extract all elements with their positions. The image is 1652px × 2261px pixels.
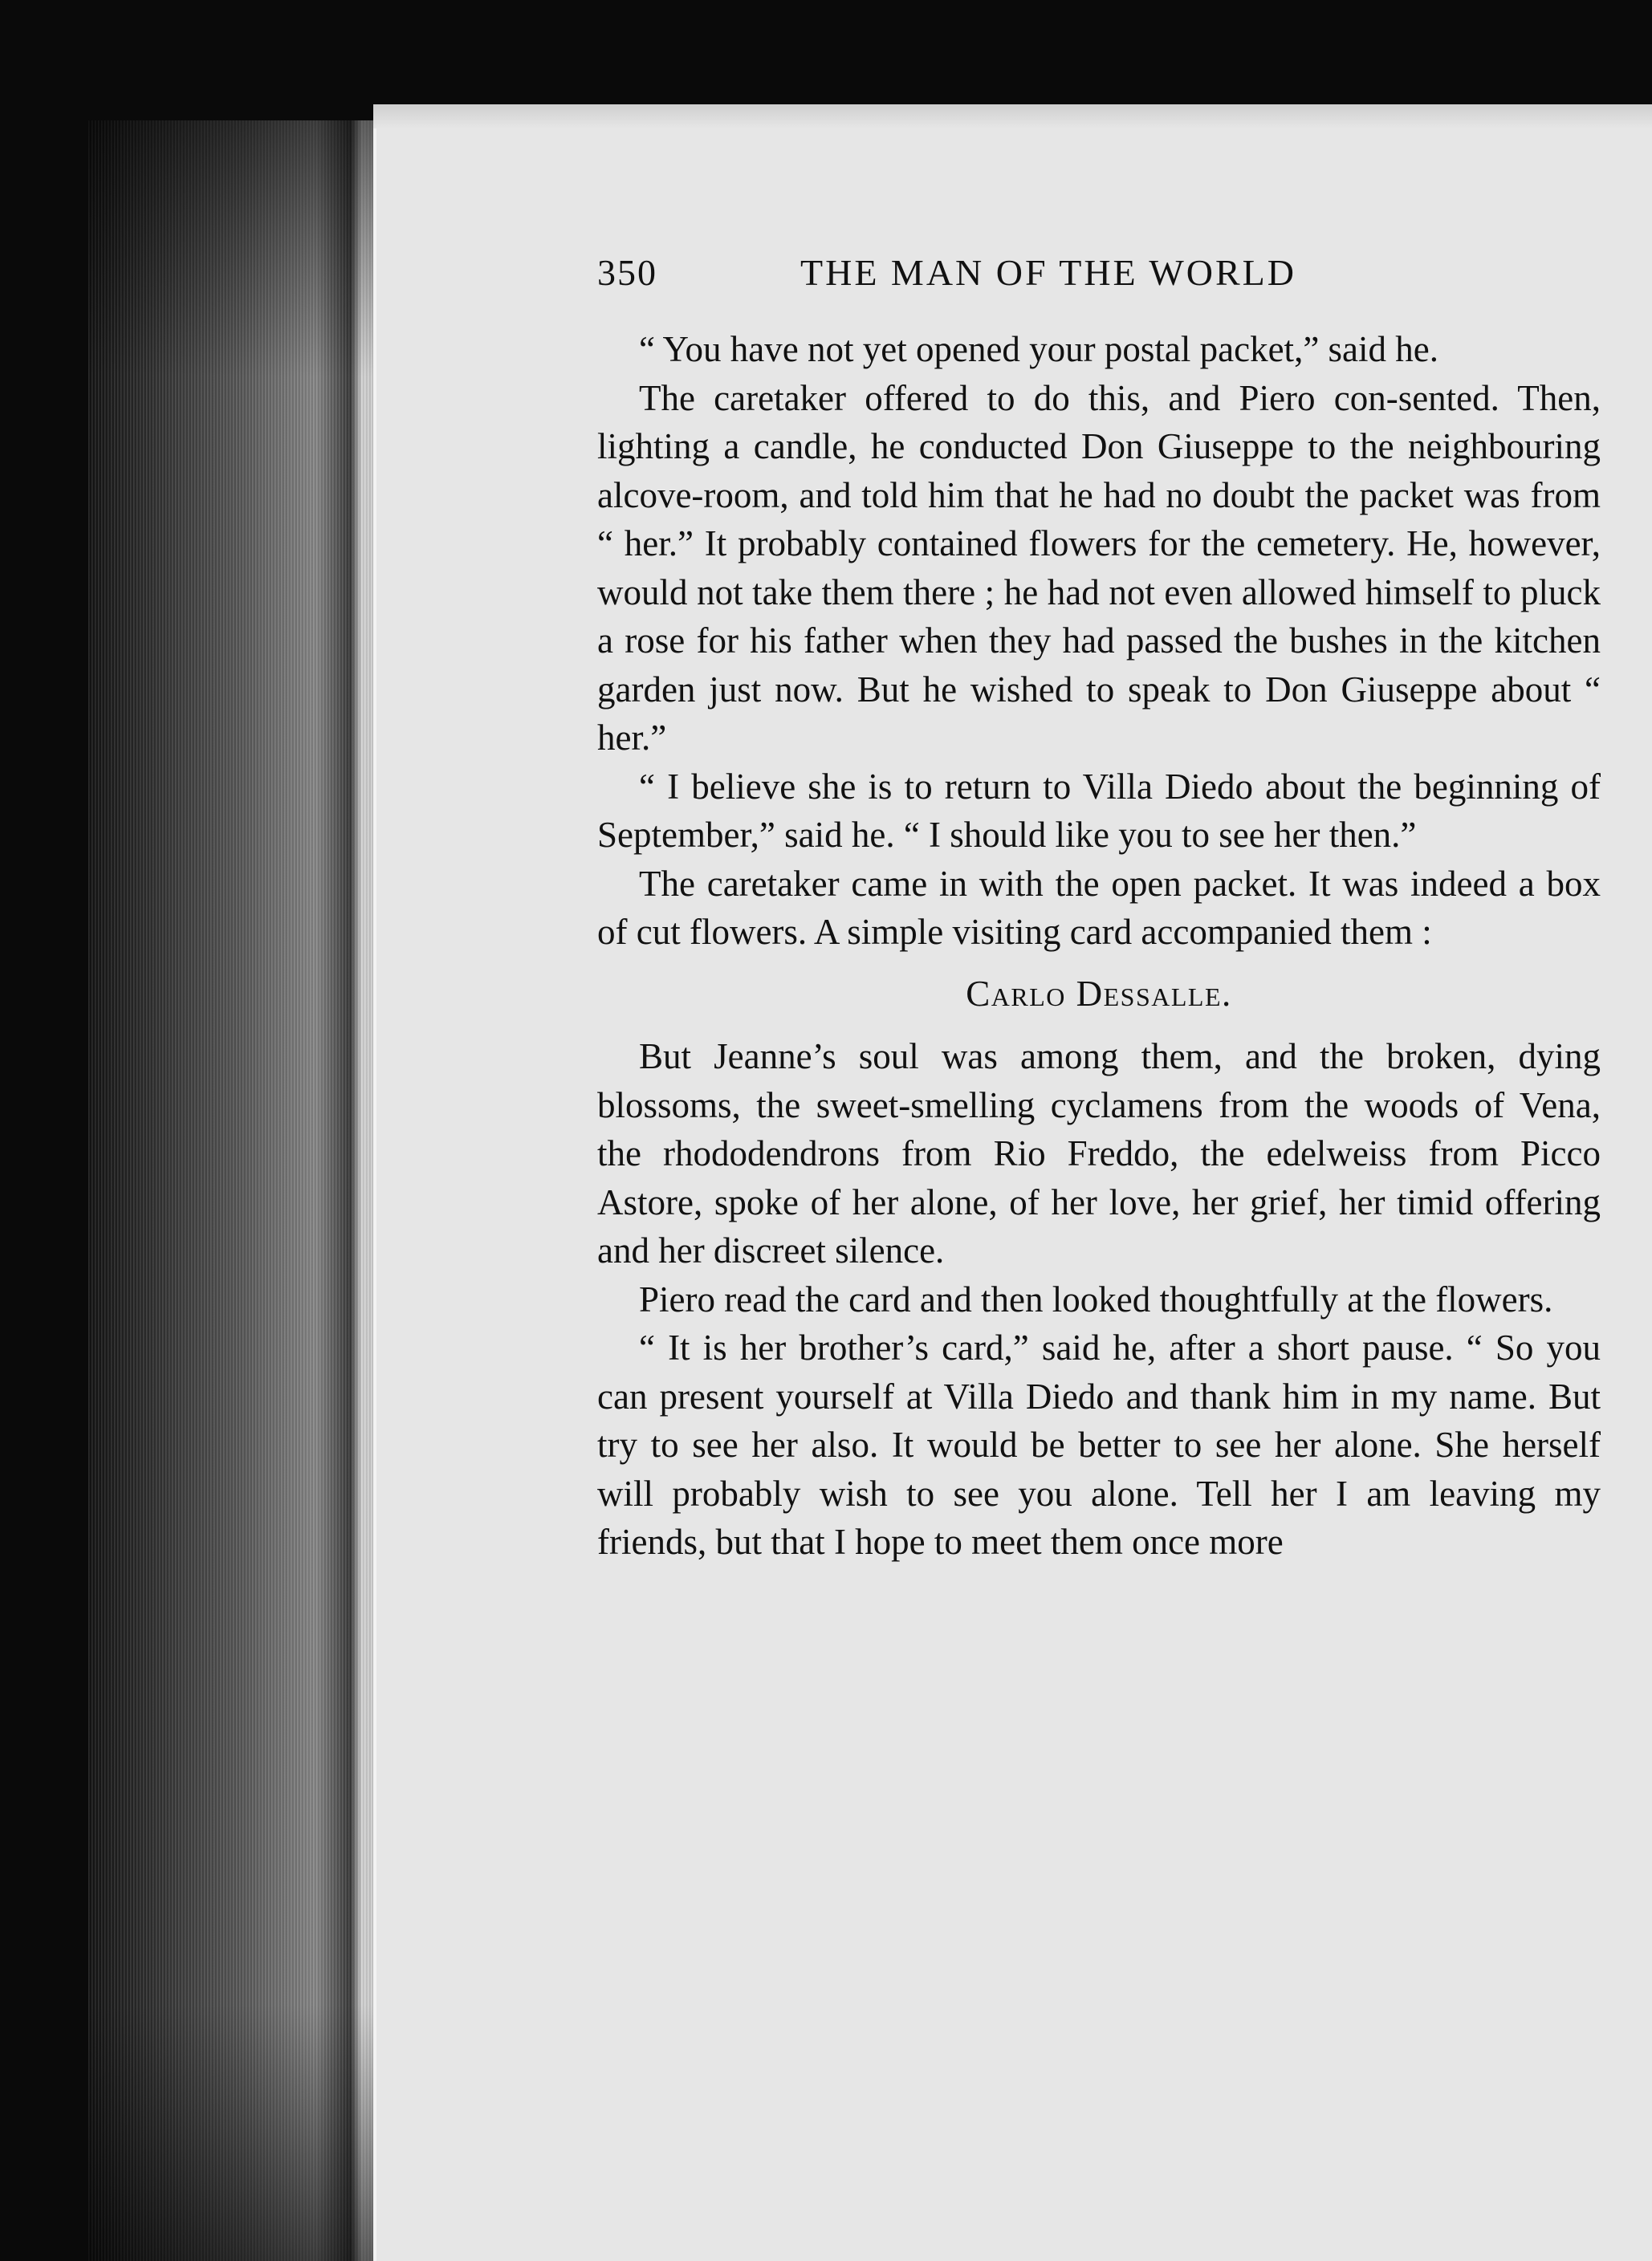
book-page xyxy=(373,104,1652,2261)
page-number: 350 xyxy=(597,252,657,293)
paragraph-2: The caretaker offered to do this, and Piero con-sented. Then, lighting a candle, he conducted Don Giuseppe to the neighbouring alcove-room, and told him that he had no doubt the packet was from “ her.” It probably contained flowers for the cemetery. He, however, would not take them there ; he had not even allowed himself to pluck a rose for his father when they had passed the bushes in the kitchen garden just now. But he wished to speak to Don Giuseppe about “ her.” xyxy=(597,377,1601,758)
page-text xyxy=(597,249,1601,1567)
paragraph-7: “ It is her brother’s card,” said he, after a short pause. “ So you can present yourself at Villa Diedo and thank him in my name. But try to see her also. It would be better to see her alone. She herself will probably wish to see you alone. Tell her I am leaving my friends, but that I hope to meet them once more xyxy=(597,1328,1601,1562)
paragraph-4: The caretaker came in with the open packet. It was indeed a box of cut flowers. A simple visiting card accompanied them : xyxy=(597,863,1601,952)
running-head xyxy=(597,249,1601,325)
paragraph-1: “ You have not yet opened your postal packet,” said he. xyxy=(639,329,1438,369)
paragraph-5: But Jeanne’s soul was among them, and the broken, dying blossoms, the sweet-smelling cyclamens from the woods of Vena, the rhododendrons from Rio Freddo, the edelweiss from Picco Astore, spoke of her alone, of her love, her grief, her timid offering and her discreet silence. xyxy=(597,1036,1601,1271)
paragraph-6: Piero read the card and then looked thoughtfully at the flowers. xyxy=(639,1279,1553,1320)
visiting-card-name: Carlo Dessalle. xyxy=(966,973,1232,1014)
paragraph-3: “ I believe she is to return to Villa Diedo about the beginning of September,” said he. “ I should like you to see her then.” xyxy=(597,766,1601,855)
book-page-edges xyxy=(88,120,373,2261)
running-title: THE MAN OF THE WORLD xyxy=(800,252,1296,293)
